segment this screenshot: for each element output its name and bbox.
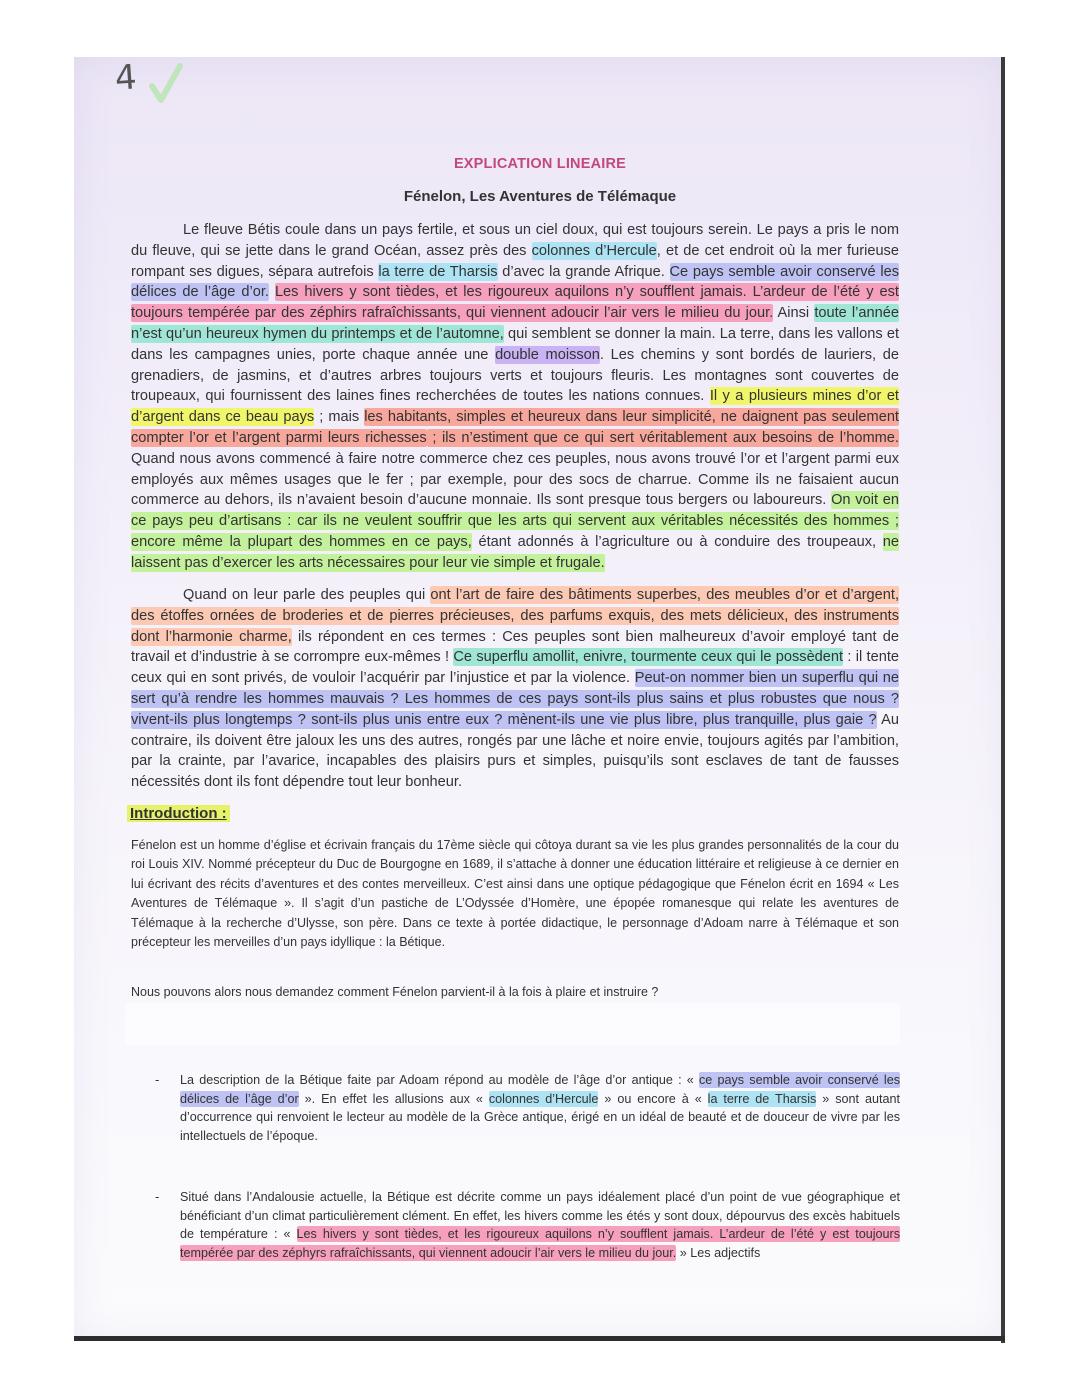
analysis-point-2 (180, 1188, 900, 1262)
highlighted-quote: Peut-on nommer bien un superflu qui ne sert qu’à rendre les hommes mauvais ? Les hommes de ces pays sont-ils plus sains et plus robustes que nous ? vivent-ils plus longtemps ? sont-ils plus unis entre eux ? mènent-ils une vie plus libre, plus tranquille, plus gaie ? (131, 670, 899, 728)
text-run: d’avec la grande Afrique. (497, 263, 670, 280)
text-run: étant adonnés à l’agriculture ou à conduire des troupeaux, (471, 533, 883, 550)
highlighted-quote: Il y a plusieurs mines d’or et d’argent dans ce beau pays (131, 388, 899, 426)
source-text-paragraph-1 (131, 220, 899, 574)
text-run: ». En effet les allusions aux « (298, 1091, 489, 1106)
text-run: Quand nous avons commencé à faire notre commerce chez ces peuples, nous avons trouvé l’or et l’argent parmi eux employés aux mêmes usages que le fer ; par exemple, pour des socs de charrue. Comme ils ne faisaient aucun commerce au dehors, ils n’avaient besoin d’aucune monnaie. Ils sont presque tous bergers ou laboureurs. (131, 450, 899, 509)
highlighted-quote: toute l’année n’est qu’un heureux hymen du printemps et de l’automne, (131, 305, 899, 342)
highlighted-quote: ne laissent pas d’exercer les arts nécessaires pour leur vie simple et frugale. (131, 533, 900, 571)
highlighted-quote: la terre de Tharsis (378, 263, 498, 280)
text-run: ; mais (314, 409, 365, 426)
highlighted-quote: ; ils n’estiment que ce qui sert véritablement aux besoins de l’homme. (426, 429, 899, 446)
highlighted-quote: double moisson (495, 346, 600, 363)
analysis-point-1 (180, 1071, 900, 1145)
paper-shadow-right (1001, 57, 1005, 1343)
handwritten-page-number: 4 (113, 57, 139, 99)
highlighted-quote: colonnes d’Hercule (531, 242, 657, 259)
text-run: Quand on leur parle des peuples qui (183, 587, 431, 603)
highlighted-quote: On voit en ce pays peu d’artisans : car ils ne veulent souffrir que les arts qui servent aux véritables nécessités des hommes ; encore même la plupart des hommes en ce pays, (131, 492, 899, 550)
text-run: » sont autant d’occurrence qui renvoient le lecteur au modèle de la Grèce antique, érigé en un idéal de beauté et de douceur de vivre par les intellectuels de l’époque. (180, 1091, 900, 1143)
check-mark-icon (148, 62, 184, 106)
highlighted-quote: les habitants, simples et heureux dans leur simplicité, ne daignent pas seulement compter l’or et l’argent parmi leurs richesses (131, 409, 899, 446)
source-text-paragraph-2 (131, 585, 899, 793)
bullet-marker: - (155, 1072, 160, 1087)
text-run: . Les chemins y sont bordés de lauriers, de grenadiers, de jasmins, et d’autres arbres toujours verts et toujours fleuris. Les montagnes sont couvertes de troupeaux, qui fournissent des laines fines recherchées de toutes les nations connues. (131, 346, 899, 405)
text-run: Le fleuve Bétis coule dans un pays fertile, et sous un ciel doux, qui est toujours serein. Le pays a pris le nom du fleuve, qui se jette dans le grand Océan, assez près des (131, 222, 899, 259)
text-run: La description de la Bétique faite par Adoam répond au modèle de l’âge d’or antique : « (180, 1073, 699, 1087)
highlighted-quote: ce pays semble avoir conservé les délices de l’âge d’or (180, 1073, 900, 1106)
introduction-heading: Introduction : (127, 805, 230, 822)
introduction-paragraph: Fénelon est un homme d’église et écrivain français du 17ème siècle qui côtoya durant sa vie les plus grandes personnalités de la cour du roi Louis XIV. Nommé précepteur du Duc de Bourgogne en 1689, il s’attache à donner une éducation littéraire et religieuse à ce dernier en lui écrivant des récits d’aventures et des contes merveilleux. C’est ainsi dans une optique pédagogique que Fénelon écrit en 1694 « Les Aventures de Télémaque ». Il s’agit d’un pastiche de L’Odyssée d’Homère, une épopée romanesque qui relate les aventures de Télémaque à la recherche d’Ulysse, son père. Dans ce texte à portée didactique, le personnage d’Adoam narre à Télémaque et son précepteur les merveilles d’un pays idyllique : la Bétique. (131, 838, 899, 950)
document-subtitle: Fénelon, Les Aventures de Télémaque (403, 188, 677, 205)
blank-area (125, 1003, 900, 1045)
highlighted-quote: Ce superflu amollit, enivre, tourmente ceux qui le possèdent (453, 649, 844, 666)
bullet-marker: - (155, 1189, 160, 1204)
text-run: qui semblent se donner la main. La terre, dans les vallons et dans les campagnes unies, porte chaque année une (131, 325, 899, 363)
text-run: Ainsi (773, 305, 815, 322)
highlighted-quote: ont l’art de faire des bâtiments superbes, des meubles d’or et d’argent, des étoffes ornées de broderies et de pierres précieuses, des parfums exquis, des mets délicieux, des instruments dont l’harmonie charme, (131, 587, 900, 645)
paper-shadow-bottom (74, 1336, 1005, 1341)
text-run: » ou encore à « (598, 1091, 708, 1106)
text-run: Situé dans l’Andalousie actuelle, la Bétique est décrite comme un pays idéalement placé d’un point de vue géographique et bénéficiant d’un climat particulièrement clément. En effet, les hivers comme les étés y sont doux, dépourvus des excès habituels de température : « (180, 1190, 900, 1242)
highlighted-quote: la terre de Tharsis (707, 1091, 817, 1106)
document-title: EXPLICATION LINEAIRE (453, 156, 627, 172)
text-run: : il tente ceux qui en sont privés, de vouloir l’acquérir par l’injustice et par la violence. (131, 649, 899, 687)
highlighted-quote: Les hivers y sont tièdes, et les rigoureux aquilons n’y soufflent jamais. L’ardeur de l’été y est toujours tempérée par des zéphirs rafraîchissants, qui viennent adoucir l’air vers le milieu du jour. (131, 284, 899, 322)
text-run: » Les adjectifs (676, 1245, 761, 1260)
highlighted-quote: colonnes d’Hercule (488, 1091, 599, 1106)
highlighted-quote: Les hivers y sont tièdes, et les rigoureux aquilons n’y soufflent jamais. L’ardeur de l’été y est toujours tempérée par des zéphyrs rafraîchissants, qui viennent adoucir l’air vers le milieu du jour. (180, 1227, 900, 1260)
highlighted-quote: Ce pays semble avoir conservé les délices de l’âge d’or. (131, 263, 899, 301)
text-run: Au contraire, ils doivent être jaloux les uns des autres, rongés par une lâche et noire envie, toujours agités par l’ambition, par la crainte, par l’avarice, incapables des plaisirs purs et simples, puisqu’ils sont esclaves de tant de fausses nécessités dont ils font dépendre tout leur bonheur. (131, 711, 899, 791)
text-run: , et de cet endroit où la mer furieuse rompant ses digues, sépara autrefois (131, 242, 899, 280)
text-run: ils répondent en ces termes : Ces peuples sont bien malheureux d’avoir employé tant de travail et d’industrie à se corrompre eux-mêmes ! (131, 628, 899, 666)
problematic-question: Nous pouvons alors nous demandez comment Fénelon parvient-il à la fois à plaire et instruire ? (131, 985, 659, 999)
